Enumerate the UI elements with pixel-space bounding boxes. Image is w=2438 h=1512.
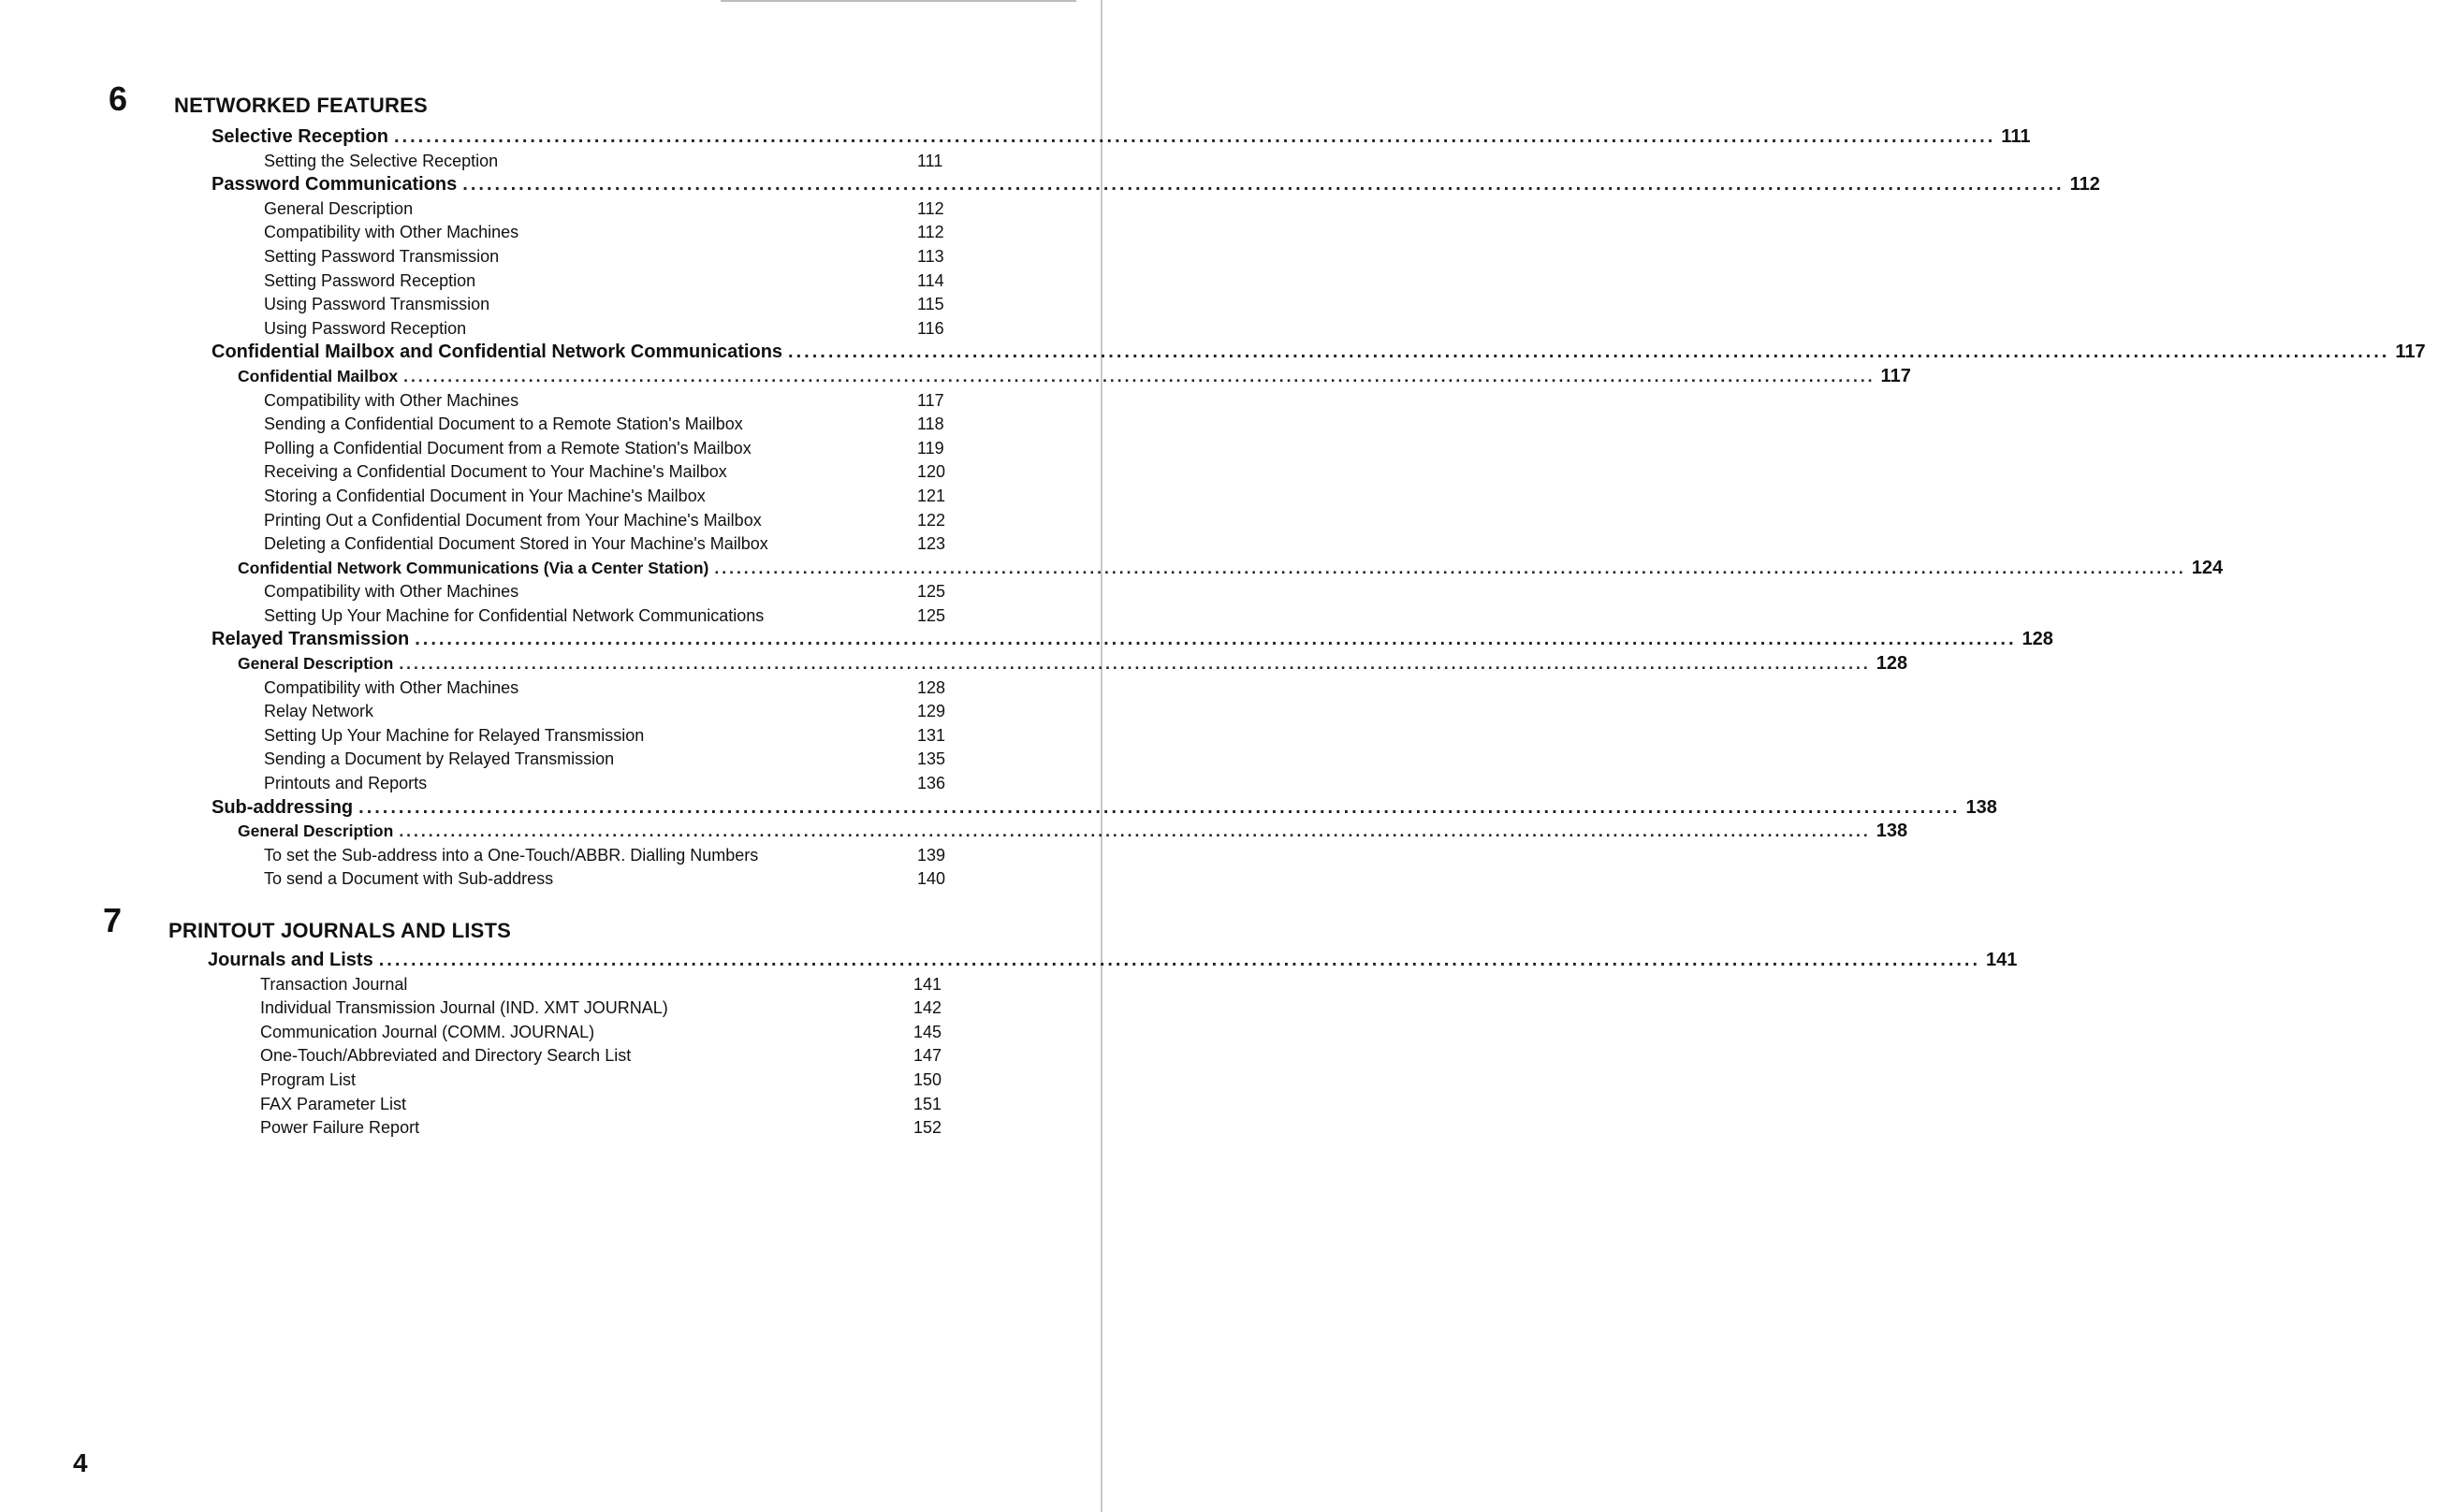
toc-entry-page: 138: [1876, 821, 1908, 842]
toc-entry: [212, 796, 1997, 821]
toc-entry-page: 152: [913, 1118, 942, 1138]
toc-entry-label: Relay Network: [264, 702, 374, 721]
toc-entry-label: Confidential Network Communications (Via a Center Station): [238, 558, 709, 577]
toc-entry-label: One-Touch/Abbreviated and Directory Search List: [260, 1046, 632, 1066]
toc-entry: [208, 1116, 956, 1141]
toc-entry-page: 111: [2001, 126, 2031, 147]
toc-entry-label: To send a Document with Sub-address: [264, 869, 554, 889]
toc-entry: [208, 973, 956, 997]
toc-entry: [212, 341, 2426, 365]
toc-entry-page: 123: [917, 534, 946, 554]
toc-entry: [212, 485, 960, 509]
toc-entry: [212, 173, 2100, 197]
toc-entry-label: Setting Up Your Machine for Relayed Transmission: [264, 725, 645, 745]
toc-entry: [212, 125, 2031, 150]
toc-entry-label: Deleting a Confidential Document Stored in Your Machine's Mailbox: [264, 534, 768, 554]
toc-entry: [212, 652, 1908, 676]
toc-entry: [212, 221, 960, 245]
toc-entry-label: Transaction Journal: [260, 974, 408, 994]
toc-entry-page: 117: [917, 390, 944, 410]
toc-entry-page: 121: [917, 486, 946, 505]
toc-entry: [212, 389, 960, 414]
toc-entry-page: 113: [917, 246, 944, 266]
toc-entry-page: 129: [917, 702, 946, 721]
toc-entry: [212, 197, 960, 222]
toc-entry-page: 139: [917, 845, 946, 865]
toc-entry-page: 136: [917, 774, 946, 793]
toc-entry: [212, 245, 960, 269]
toc-entry-page: 125: [917, 582, 946, 602]
toc-entry: [212, 365, 1911, 389]
toc-entry-label: Sending a Confidential Document to a Remote Station's Mailbox: [264, 414, 743, 434]
toc-entry-page: 117: [1880, 365, 1911, 386]
toc-entry-label: Relayed Transmission: [212, 629, 410, 650]
toc-entry: [208, 996, 956, 1021]
toc-entry-page: 115: [917, 295, 944, 314]
toc-entry-page: 128: [1876, 653, 1908, 675]
toc-entry: [212, 557, 2224, 581]
toc-entry-label: Compatibility with Other Machines: [264, 223, 519, 242]
toc-entry-page: 128: [2022, 629, 2053, 650]
toc-entry: [208, 1021, 956, 1045]
toc-entry-label: Journals and Lists: [208, 950, 373, 970]
toc-entry-page: 118: [917, 414, 944, 434]
toc-entry-label: General Description: [264, 198, 414, 218]
toc-entry: [212, 676, 960, 701]
toc-entry-page: 128: [917, 677, 946, 697]
chapter-title: PRINTOUT JOURNALS AND LISTS: [168, 919, 511, 942]
toc-entry-label: Power Failure Report: [260, 1118, 420, 1138]
toc-entry-label: Setting Password Reception: [264, 270, 476, 290]
toc-entry-label: Printing Out a Confidential Document from Your Machine's Mailbox: [264, 510, 762, 530]
toc-entry-page: 135: [917, 749, 946, 769]
toc-entry-label: Compatibility with Other Machines: [264, 582, 519, 602]
toc-entry-page: 117: [2395, 342, 2426, 363]
toc-entry-page: 125: [917, 605, 946, 625]
toc-entry-page: 150: [913, 1069, 942, 1089]
toc-entry-label: Confidential Mailbox: [238, 366, 399, 385]
toc-entry-page: 147: [913, 1046, 942, 1066]
dot-leader: ........................................................................................................................................................................................................: [399, 821, 1871, 841]
toc-entry-label: General Description: [238, 821, 394, 841]
toc-entry-label: To set the Sub-address into a One-Touch/ABBR. Dialling Numbers: [264, 845, 759, 865]
toc-entry-label: FAX Parameter List: [260, 1094, 407, 1113]
toc-entry-label: Compatibility with Other Machines: [264, 390, 519, 410]
chapter-number: 7: [103, 901, 123, 939]
toc-entry-page: 114: [917, 270, 944, 290]
toc-entry-label: Password Communications: [212, 174, 458, 196]
toc-entry-label: Setting the Selective Reception: [264, 151, 499, 170]
toc-entry: [212, 820, 1908, 844]
toc-entry-page: 131: [917, 725, 946, 745]
toc-entry-label: Setting Up Your Machine for Confidential Network Communications: [264, 605, 765, 625]
toc-entry: [212, 604, 960, 629]
toc-entry-page: 116: [917, 318, 944, 338]
toc-entry: [208, 1093, 956, 1117]
chapter-number: 6: [109, 80, 128, 118]
toc-entry: [212, 150, 960, 174]
toc-entry-label: Individual Transmission Journal (IND. XMT JOURNAL): [260, 998, 668, 1018]
toc-entry-page: 141: [1986, 950, 2018, 970]
toc-entry-label: Receiving a Confidential Document to Your Machine's Mailbox: [264, 462, 727, 482]
toc-entry-page: 145: [913, 1022, 942, 1041]
toc-entry-page: 111: [917, 151, 943, 170]
toc-list: [212, 125, 2426, 892]
toc-entry-page: 112: [2069, 174, 2100, 196]
toc-entry: [212, 293, 960, 317]
toc-entry: [212, 844, 960, 868]
dot-leader: ........................................................................................................................................................................................................: [399, 654, 1871, 674]
dot-leader: ........................................................................................................................................................................................................: [462, 174, 2065, 196]
toc-entry-label: Storing a Confidential Document in Your Machine's Mailbox: [264, 486, 706, 505]
toc-entry-page: 138: [1965, 796, 1997, 818]
toc-entry-label: Printouts and Reports: [264, 774, 428, 793]
toc-entry-label: Sub-addressing: [212, 796, 354, 818]
dot-leader: ........................................................................................................................................................................................................: [378, 950, 1981, 970]
toc-entry-label: Using Password Reception: [264, 318, 467, 338]
toc-entry: [212, 509, 960, 533]
toc-entry: [208, 1044, 956, 1069]
dot-leader: ........................................................................................................................................................................................................: [403, 366, 1876, 385]
toc-entry-page: 120: [917, 462, 946, 482]
toc-entry-page: 140: [917, 869, 946, 889]
dot-leader: ........................................................................................................................................................................................................: [714, 558, 2186, 577]
toc-entry-label: Confidential Mailbox and Confidential Network Communications: [212, 342, 783, 363]
toc-entry-label: Sending a Document by Relayed Transmission: [264, 749, 615, 769]
toc-entry-page: 151: [913, 1094, 942, 1113]
dot-leader: ........................................................................................................................................................................................................: [788, 342, 2390, 363]
toc-entry-page: 119: [917, 438, 944, 458]
toc-entry: [212, 317, 960, 342]
toc-entry: [212, 772, 960, 796]
toc-entry-page: 112: [917, 198, 944, 218]
toc-entry-label: General Description: [238, 654, 394, 674]
toc-entry-page: 124: [2191, 557, 2224, 578]
toc-entry: [208, 1069, 956, 1093]
toc-entry-label: Setting Password Transmission: [264, 246, 500, 266]
toc-entry: [212, 437, 960, 461]
toc-entry-page: 112: [917, 223, 944, 242]
toc-entry-page: 142: [913, 998, 942, 1018]
toc-entry: [212, 867, 960, 892]
dot-leader: ........................................................................................................................................................................................................: [358, 796, 1961, 818]
toc-entry-label: Compatibility with Other Machines: [264, 677, 519, 697]
toc-entry: [212, 532, 960, 557]
toc-entry: [212, 413, 960, 437]
toc-entry: [212, 700, 960, 724]
toc-entry-label: Selective Reception: [212, 126, 388, 147]
toc-entry-page: 141: [913, 974, 942, 994]
toc-entry-label: Communication Journal (COMM. JOURNAL): [260, 1022, 595, 1041]
chapter-title: NETWORKED FEATURES: [174, 94, 428, 117]
page-number: 4: [73, 1448, 88, 1477]
dot-leader: ........................................................................................................................................................................................................: [415, 629, 2017, 650]
top-scan-rule: [721, 0, 1076, 2]
toc-entry: [212, 748, 960, 772]
toc-entry-label: Program List: [260, 1069, 357, 1089]
toc-entry-label: Using Password Transmission: [264, 295, 490, 314]
toc-entry: [212, 724, 960, 749]
dot-leader: ........................................................................................................................................................................................................: [393, 126, 1996, 147]
toc-entry: [212, 580, 960, 604]
toc-entry-page: 122: [917, 510, 946, 530]
right-scan-rule: [1101, 0, 1102, 1512]
toc-entry-label: Polling a Confidential Document from a Remote Station's Mailbox: [264, 438, 752, 458]
toc-entry: [212, 628, 2053, 652]
toc-entry: [208, 949, 2018, 973]
toc-entry: [212, 269, 960, 294]
toc-list: [208, 949, 2018, 1141]
toc-entry: [212, 460, 960, 485]
